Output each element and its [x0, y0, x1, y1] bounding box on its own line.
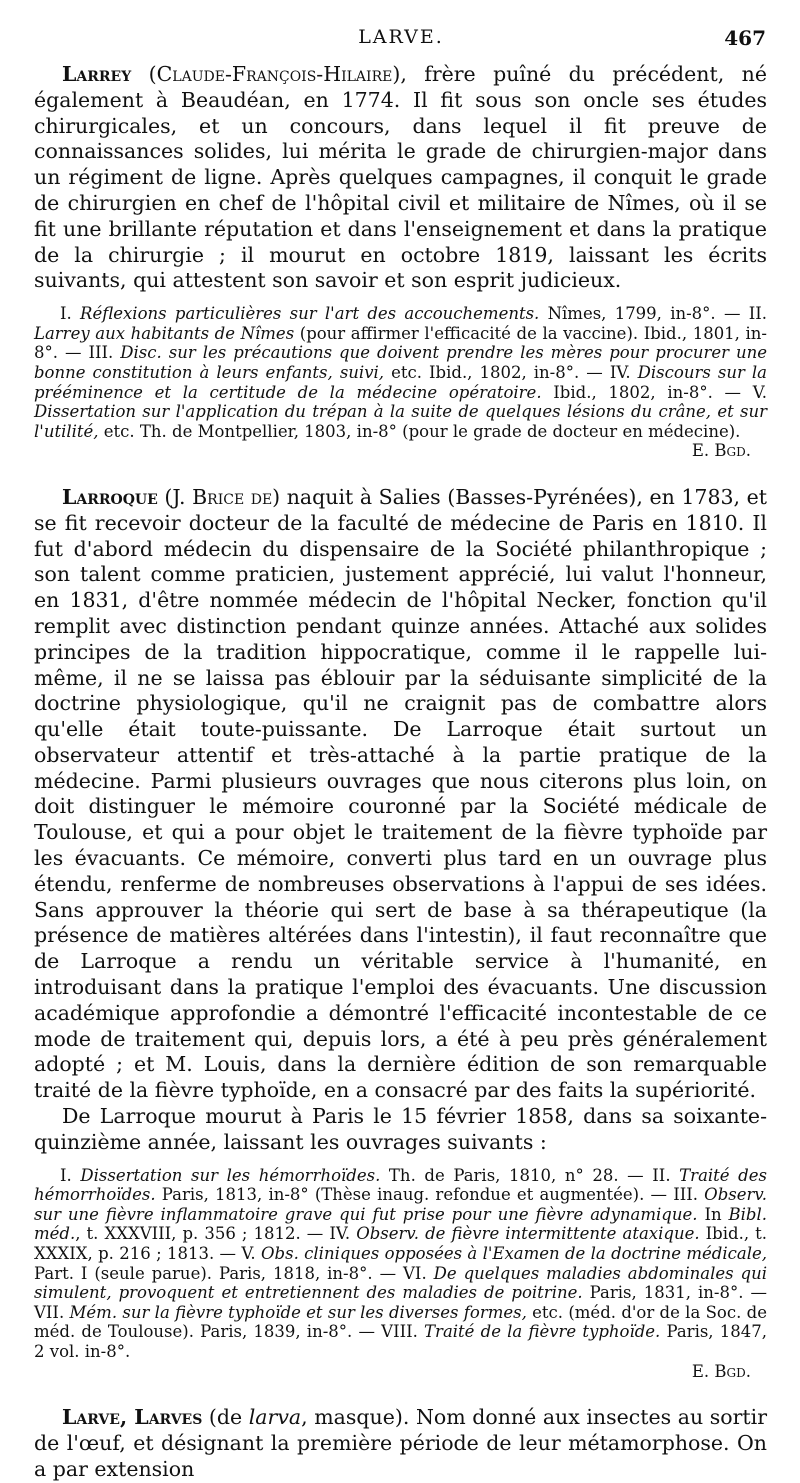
article-paragraph: [34, 485, 767, 1104]
article-paragraph: [34, 62, 767, 294]
bibliography-run: (pour affirmer l'efficacité de la vaccine). Ibid., 1801, in-8°. — III.: [34, 323, 767, 363]
title-text: Dissertation sur les hémorrhoïdes.: [80, 1165, 381, 1185]
title-text: Réflexions particulières sur l'art des accouchements.: [80, 304, 540, 324]
article-larve: [34, 1405, 767, 1482]
bibliography-text: [34, 304, 767, 441]
paragraph-text: , frère puîné du précédent, né également à Beaudéan, en 1774. Il fit sous son oncle ses études chirurgicales, et un concours, dans lequel il fit preuve de connaissances solides, lui mérita le grade de chirurgien-major dans un régiment de ligne. Après quelques campagnes, il conquit le grade de chirurgien en chef de l'hôpital civil et militaire de Nîmes, où il se fit une brillante réputation et dans l'enseignement et dans la pratique de la chirurgie ; il mourut en octobre 1819, laissant les écrits suivants, qui attestent son savoir et son esprit judicieux.: [34, 62, 767, 293]
bibliography-run: In: [697, 1204, 729, 1224]
title-text: Dissertation sur l'application du trépan à la suite de quelques lésions du crâne, et sur l'utilité,: [34, 402, 767, 441]
article-paragraph: De Larroque mourut à Paris le 15 février 1858, dans sa soixante-quinzième année, laissant les ouvrages suivants :: [34, 1104, 767, 1154]
title-text: Mém. sur la fièvre typhoïde et sur les diverses formes,: [69, 1302, 527, 1322]
paragraph-text: , masque). Nom donné aux insectes au sortir de l'œuf, et désignant la première période de leur métamorphose. On a par extension: [34, 1405, 767, 1481]
bibliography-run: Paris, 1847, 2 vol. in-8°.: [34, 1322, 767, 1361]
latin-term: larva: [248, 1405, 302, 1430]
signature: E. Bgd.: [691, 441, 751, 461]
bibliography-run: Ibid., 1802, in-8°. — V.: [541, 382, 767, 402]
bibliography: [34, 1166, 767, 1362]
paragraph-text: (de: [202, 1405, 249, 1430]
running-title: LARVE.: [358, 26, 444, 48]
article-paragraph: [34, 1405, 767, 1482]
title-text: De quelques maladies abdominales qui simulent, provoquent et entretiennent des maladies de poitrine.: [34, 1263, 767, 1303]
bibliography-run: Part. I (seule parue). Paris, 1818, in-8°. — VI.: [34, 1263, 434, 1283]
bibliography-text: [34, 1166, 767, 1361]
title-text: Disc. sur les précautions que doivent prendre les mères pour procurer une bonne constitution à leurs enfants, suivi,: [34, 343, 768, 382]
bibliography-run: , t. XXXVIII, p. 356 ; 1812. — IV.: [75, 1224, 357, 1244]
bibliography-run: Nîmes, 1799, in-8°. — II.: [539, 304, 767, 324]
page-number: 467: [724, 26, 766, 50]
headword: Larroque: [62, 484, 158, 509]
paragraph-text: naquit à Salies (Basses-Pyrénées), en 1783, et se fit recevoir docteur de la faculté de médecine de Paris en 1810. Il fut d'abord médecin du dispensaire de la Société philanthropique ; son talent comme praticien, justement apprécié, lui valut l'honneur, en 1831, d'être nommée médecin de l'hôpital Necker, fonction qu'il remplit avec distinction pendant quinze années. Attaché aux solides principes de la tradition hippocratique, comme il le rappelle lui-même, il ne se laissa pas éblouir par la séduisante simplicité de la doctrine physiologique, qu'il ne craignit pas de combattre alors qu'elle était toute-puissante. De Larroque était surtout un observateur attentif et très-attaché à la partie pratique de la médecine. Parmi plusieurs ouvrages que nous citerons plus loin, on doit distinguer le mémoire couronné par la Société médicale de Toulouse, et qui a pour objet le traitement de la fièvre typhoïde par les évacuants. Ce mémoire, converti plus tard en un ouvrage plus étendu, renferme de nombreuses observations à l'appui de ses idées. Sans approuver la théorie qui sert de base à sa thérapeutique (la présence de matières altérées dans l'intestin), il faut reconnaître que de Larroque a rendu un véritable service à l'humanité, en introduisant dans la pratique l'emploi des évacuants. Une discussion académique approfondie a démontré l'efficacité incontestable de ce mode de traitement qui, depuis lors, a été à peu près généralement adopté ; et M. Louis, dans la dernière édition de son remarquable traité de la fièvre typhoïde, en a consacré par des faits la supériorité.: [34, 484, 767, 1103]
bibliography-run: Paris, 1831, in-8°. — VII.: [34, 1283, 767, 1322]
article-larrey: [34, 62, 767, 461]
signature: E. Bgd.: [691, 1361, 751, 1381]
headword: Larrey: [62, 62, 132, 86]
title-text: Observ. sur une fièvre inflammatoire grave qui fut prise pour une fièvre adynamique.: [34, 1185, 767, 1224]
bibliography-run: etc. Ibid., 1802, in-8°. — IV.: [384, 362, 638, 382]
title-text: Traité des hémorrhoïdes.: [34, 1165, 767, 1205]
bibliography-run: Ibid., t. XXXIX, p. 216 ; 1813. — V.: [34, 1224, 767, 1264]
title-text: Traité de la fièvre typhoïde.: [424, 1322, 661, 1342]
bibliography-run: I.: [60, 304, 81, 324]
page-header: [36, 26, 766, 52]
person-name: (Claude-François-Hilaire): [148, 62, 401, 86]
title-text: Bibl. méd.: [34, 1204, 768, 1244]
bibliography: [34, 304, 767, 461]
title-text: Observ. de fièvre intermittente ataxique.: [356, 1224, 700, 1244]
bibliography-run: Paris, 1813, in-8° (Thèse inaug. refondue et augmentée). — III.: [155, 1185, 705, 1205]
article-larroque: [34, 485, 767, 1381]
person-name: (J. Brice de): [164, 484, 281, 509]
title-text: Larrey aux habitants de Nîmes: [34, 323, 295, 343]
page-content: [34, 62, 767, 1483]
headword: Larve, Larves: [62, 1405, 203, 1430]
title-text: Discours sur la prééminence et la certitude de la médecine opératoire.: [34, 362, 767, 402]
bibliography-run: etc. (méd. d'or de la Soc. de méd. de Toulouse). Paris, 1839, in-8°. — VIII.: [34, 1302, 767, 1342]
bibliography-run: etc. Th. de Montpellier, 1803, in-8° (pour le grade de docteur en médecine).: [98, 421, 741, 441]
title-text: Obs. cliniques opposées à l'Examen de la doctrine médicale,: [261, 1244, 767, 1264]
bibliography-run: Th. de Paris, 1810, n° 28. — II.: [380, 1165, 680, 1185]
bibliography-run: I.: [60, 1165, 81, 1185]
